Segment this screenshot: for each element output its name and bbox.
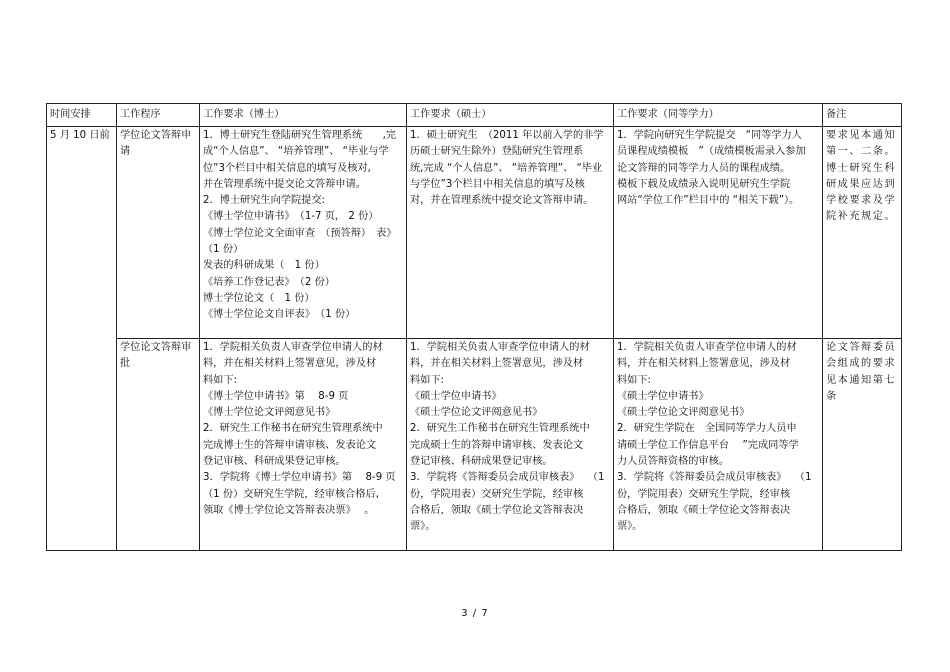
text-line: 完成博士生的答辩申请审核、发表论文 <box>203 439 377 451</box>
text-line: 2．研究生工作秘书在研究生管理系统中 <box>410 423 590 435</box>
page-indicator: 3 / 7 <box>461 608 489 619</box>
text-line: 2．研究生学院在 全国同等学力人员申 <box>617 423 797 435</box>
text-line: 2．研究生工作秘书在研究生管理系统中 <box>203 423 383 435</box>
text-line: 份，学院用表）交研究生学院，经审核 <box>410 488 584 500</box>
table-row <box>47 127 902 339</box>
text-line: 《博士学位申请书》 （1-7 页， 2 份） <box>203 211 379 223</box>
text-line: 《硕士学位申请书》 <box>410 390 502 402</box>
procedure-cell: 学位论文答辩申请 <box>117 127 200 339</box>
text-line: 发表的科研成果（ 1 份） <box>203 260 325 272</box>
header-row <box>47 104 902 127</box>
doctor-requirements-cell <box>200 127 407 339</box>
text-line: 料如下: <box>410 374 444 386</box>
text-line: 1．学院向研究生学院提交 “同等学力人 <box>617 130 802 141</box>
text-line: 第一、二条。 <box>826 146 897 158</box>
text-line: 3．学院将《答辩委员会成员审核表》 （1 <box>410 472 605 484</box>
text-line: 模板下载及成绩录入说明见研究生学院 <box>617 178 791 190</box>
text-line: 《硕士学位论文评阅意见书》 <box>617 407 750 419</box>
text-line: 院补充规定。 <box>826 211 897 223</box>
text-line: 料，并在相关材料上签署意见，涉及材 <box>617 358 791 370</box>
text-line: 历硕士研究生除外）登陆研究生管理系 <box>410 146 584 158</box>
text-line: 网站“学位工作”栏目中的 “相关下载”）。 <box>617 195 800 207</box>
header-time: 时间安排 <box>47 104 117 127</box>
text-line: 力人员答辩资格的审核。 <box>617 456 730 468</box>
text-line: 研成果应达到 <box>826 178 897 190</box>
master-requirements-cell <box>407 127 614 339</box>
table-row <box>47 339 902 551</box>
text-line: 要求见本通知 <box>826 130 897 141</box>
text-line: 3．学院将《答辩委员会成员审核表》 （1 <box>617 472 812 484</box>
equivalent-requirements-cell <box>614 339 823 551</box>
equivalent-requirements-cell <box>614 127 823 339</box>
text-line: 《博士学位申请书》第 8-9 页 <box>203 390 349 402</box>
procedure-cell: 学位论文答辩审批 <box>117 339 200 551</box>
time-cell: 5 月 10 日前 <box>47 127 117 551</box>
notes-cell <box>823 339 902 551</box>
text-line: 2．博士研究生向学院提交: <box>203 195 325 207</box>
text-line: 论文答辩的同等学力人员的课程成绩。 <box>617 162 791 174</box>
text-line: 1．硕士研究生 （2011 年以前入学的非学 <box>410 130 604 141</box>
text-line: 请硕士学位工作信息平台 ”完成同等学 <box>617 439 799 451</box>
text-line: 料如下: <box>617 374 651 386</box>
text-line: 1．博士研究生登陆研究生管理系统 ,完 <box>203 130 397 141</box>
text-line: 位”3个栏目中相关信息的填写及核对, <box>203 162 371 174</box>
text-line: 份，学院用表）交研究生学院，经审核 <box>617 488 791 500</box>
text-line: 票》。 <box>410 521 436 533</box>
text-line: 博士研究生科 <box>826 162 897 174</box>
header-master: 工作要求（硕士） <box>407 104 614 127</box>
text-line: 登记审核、科研成果登记审核。 <box>203 456 346 468</box>
text-line: 料如下: <box>203 374 237 386</box>
requirements-table <box>46 103 902 551</box>
text-line: 领取《博士学位论文答辩表决票》 。 <box>203 504 375 516</box>
text-line: 条 <box>826 390 838 402</box>
text-line: 学校要求及学 <box>826 195 897 207</box>
text-line: 1．学院相关负责人审查学位申请人的材 <box>410 342 590 353</box>
text-line: 《博士学位论文评阅意见书》 <box>203 407 336 419</box>
text-line: 对，并在管理系统中提交论文答辩申请。 <box>410 195 594 207</box>
text-line: 博士学位论文（ 1 份） <box>203 292 315 304</box>
text-line: 并在管理系统中提交论文答辩申请。 <box>203 178 366 190</box>
text-line: 《博士学位论文自评表》 （1 份） <box>203 309 356 321</box>
text-line: 料，并在相关材料上签署意见，涉及材 <box>203 358 377 370</box>
header-doctor: 工作要求（博士） <box>200 104 407 127</box>
text-line: 论文答辩委员 <box>826 342 897 353</box>
text-line: 登记审核、科研成果登记审核。 <box>410 456 553 468</box>
doctor-requirements-cell <box>200 339 407 551</box>
text-line: 1．学院相关负责人审查学位申请人的材 <box>203 342 383 353</box>
text-line: 料，并在相关材料上签署意见，涉及材 <box>410 358 584 370</box>
notes-cell <box>823 127 902 339</box>
header-procedure: 工作程序 <box>117 104 200 127</box>
text-line: 会组成的要求 <box>826 358 897 370</box>
text-line: 3．学院将《博士学位申请书》第 8-9 页 <box>203 472 396 484</box>
text-line: 见本通知第七 <box>826 374 897 386</box>
text-line: （1 份）交研究生学院，经审核合格后, <box>203 488 379 500</box>
master-requirements-cell <box>407 339 614 551</box>
text-line: 《硕士学位申请书》 <box>617 390 709 402</box>
text-line: 合格后，领取《硕士学位论文答辩表决 <box>617 504 791 516</box>
text-line: 《博士学位论文全面审查 （预答辩） 表》 <box>203 227 397 239</box>
text-line: 完成硕士生的答辩申请审核、发表论文 <box>410 439 584 451</box>
text-line: （1 份） <box>203 244 244 256</box>
text-line: 合格后，领取《硕士学位论文答辩表决 <box>410 504 584 516</box>
text-line: 成“个人信息”、 “培养管理”、 “毕业与学 <box>203 146 389 158</box>
text-line: 统,完成 “个人信息”、 “培养管理”、 “毕业 <box>410 162 603 174</box>
header-notes: 备注 <box>823 104 902 127</box>
text-line: 员课程成绩模板 ”（成绩模板需录入参加 <box>617 146 806 158</box>
text-line: 《培养工作登记表》 （2 份） <box>203 276 335 288</box>
text-line: 与学位”3个栏目中相关信息的填写及核 <box>410 178 585 190</box>
text-line: 《硕士学位论文评阅意见书》 <box>410 407 543 419</box>
header-equivalent: 工作要求（同等学力） <box>614 104 823 127</box>
text-line: 票》。 <box>617 521 643 533</box>
text-line: 1．学院相关负责人审查学位申请人的材 <box>617 342 797 353</box>
